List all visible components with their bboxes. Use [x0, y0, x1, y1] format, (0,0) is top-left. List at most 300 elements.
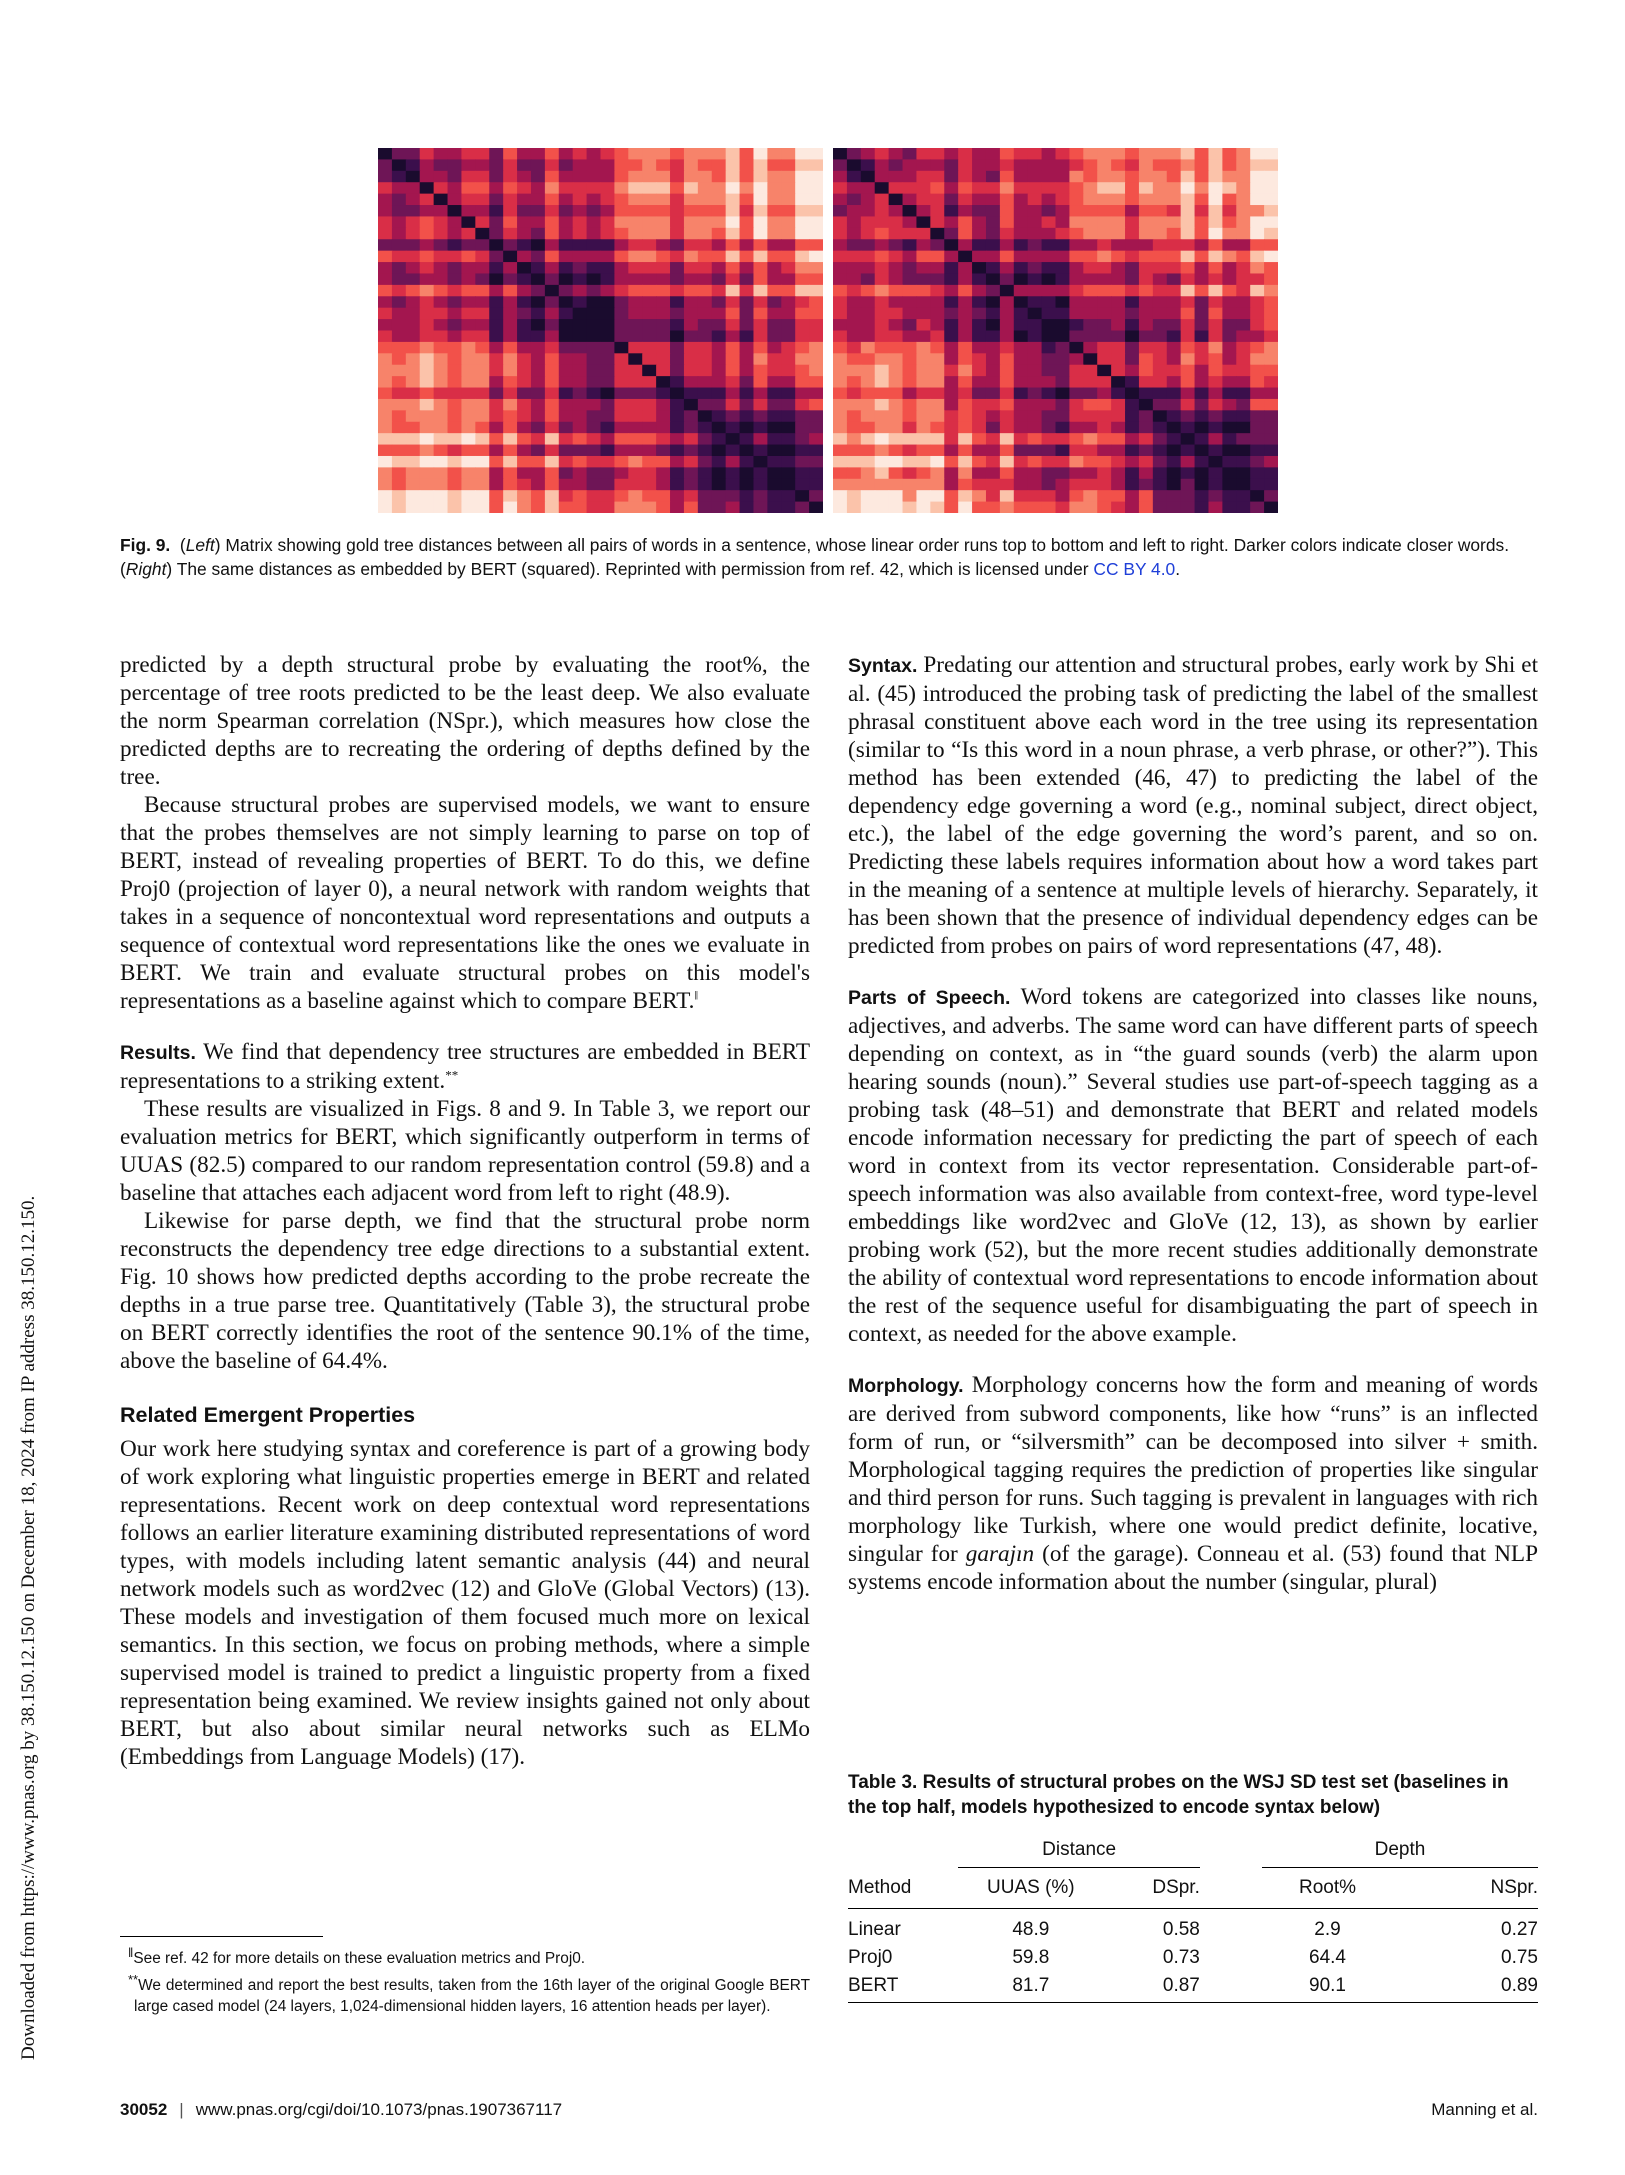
heatmap-cell — [587, 376, 602, 388]
heatmap-cell — [587, 388, 602, 400]
heatmap-cell — [916, 205, 931, 217]
heatmap-cell — [740, 319, 755, 331]
heatmap-cell — [1014, 479, 1029, 491]
heatmap-cell — [875, 502, 890, 513]
heatmap-cell — [833, 319, 848, 331]
heatmap-cell — [587, 399, 602, 411]
heatmap-cell — [1028, 182, 1043, 194]
heatmap-cell — [861, 445, 876, 457]
heatmap-cell — [475, 319, 490, 331]
heatmap-cell — [698, 308, 713, 320]
heatmap-cell — [642, 502, 657, 513]
heatmap-cell — [489, 376, 504, 388]
heatmap-cell — [698, 410, 713, 422]
heatmap-cell — [420, 422, 435, 434]
footnote-mark[interactable]: ‖ — [694, 987, 699, 1003]
heatmap-cell — [781, 262, 796, 274]
heatmap-cell — [614, 285, 629, 297]
heatmap-cell — [1111, 194, 1126, 206]
heatmap-cell — [1208, 353, 1223, 365]
heatmap-cell — [406, 182, 421, 194]
heatmap-cell — [1195, 228, 1210, 240]
heatmap-cell — [1181, 182, 1196, 194]
heatmap-cell — [531, 296, 546, 308]
heatmap-cell — [1264, 433, 1278, 445]
heatmap-cell — [656, 388, 671, 400]
heatmap-cell — [1139, 342, 1154, 354]
heatmap-cell — [944, 308, 959, 320]
heatmap-cell — [1014, 273, 1029, 285]
heatmap-cell — [1236, 331, 1251, 343]
heatmap-cell — [517, 376, 532, 388]
heatmap-cell — [1250, 490, 1265, 502]
heatmap-cell — [1181, 433, 1196, 445]
heatmap-cell — [559, 399, 574, 411]
heatmap-cell — [1264, 365, 1278, 377]
heatmap-cell — [809, 148, 823, 160]
heatmap-cell — [833, 445, 848, 457]
heatmap-cell — [448, 490, 463, 502]
cell-uuas: 59.8 — [1012, 1947, 1050, 1968]
heatmap-grid — [833, 148, 1278, 513]
heatmap-cell — [930, 296, 945, 308]
heatmap-cell — [461, 273, 476, 285]
heatmap-cell — [628, 410, 643, 422]
heatmap-cell — [875, 251, 890, 263]
heatmap-cell — [587, 273, 602, 285]
heatmap-cell — [1056, 410, 1071, 422]
heatmap-cell — [670, 490, 685, 502]
heatmap-cell — [847, 148, 862, 160]
heatmap-cell — [875, 353, 890, 365]
heatmap-cell — [489, 194, 504, 206]
heatmap-cell — [740, 353, 755, 365]
heatmap-cell — [875, 159, 890, 171]
heatmap-cell — [930, 399, 945, 411]
heatmap-cell — [1014, 319, 1029, 331]
heatmap-cell — [1000, 285, 1015, 297]
paragraph-text: (of the garage). Conneau et al. (53) found that NLP systems encode information about the number (singular, plural) — [848, 1541, 1538, 1595]
heatmap-cell — [903, 445, 918, 457]
heatmap-cell — [406, 319, 421, 331]
heatmap-cell — [503, 273, 518, 285]
heatmap-cell — [847, 331, 862, 343]
heatmap-cell — [475, 228, 490, 240]
paragraph-text: We find that dependency tree structures are embedded in BERT representations to a striking extent. — [120, 1039, 810, 1094]
heatmap-cell — [642, 262, 657, 274]
heatmap-cell — [809, 502, 823, 513]
column-header: Root% — [1299, 1877, 1357, 1898]
footnote-mark[interactable]: ** — [445, 1067, 459, 1083]
heatmap-cell — [986, 148, 1001, 160]
heatmap-cell — [642, 467, 657, 479]
heatmap-cell — [420, 308, 435, 320]
heatmap-cell — [1153, 194, 1168, 206]
heatmap-cell — [712, 171, 727, 183]
heatmap-cell — [1153, 490, 1168, 502]
heatmap-cell — [753, 273, 768, 285]
heatmap-cell — [392, 331, 407, 343]
heatmap-cell — [406, 467, 421, 479]
heatmap-cell — [378, 251, 393, 263]
heatmap-cell — [1264, 376, 1278, 388]
heatmap-cell — [1083, 159, 1098, 171]
heatmap-cell — [1264, 273, 1278, 285]
heatmap-cell — [392, 399, 407, 411]
heatmap-cell — [392, 410, 407, 422]
heatmap-cell — [1125, 479, 1140, 491]
heatmap-cell — [972, 148, 987, 160]
heatmap-cell — [642, 182, 657, 194]
heatmap-cell — [1250, 171, 1265, 183]
heatmap-cell — [1208, 331, 1223, 343]
heatmap-cell — [420, 262, 435, 274]
heatmap-cell — [1222, 422, 1237, 434]
heatmap-cell — [1236, 308, 1251, 320]
heatmap-cell — [861, 319, 876, 331]
heatmap-cell — [944, 148, 959, 160]
heatmap-cell — [1264, 331, 1278, 343]
heatmap-cell — [809, 365, 823, 377]
heatmap-cell — [1264, 285, 1278, 297]
heatmap-cell — [740, 456, 755, 468]
heatmap-cell — [1195, 342, 1210, 354]
heatmap-cell — [684, 331, 699, 343]
heatmap-cell — [753, 308, 768, 320]
heatmap-cell — [559, 342, 574, 354]
heatmap-cell — [903, 433, 918, 445]
heatmap-cell — [392, 365, 407, 377]
table-group-row — [848, 1836, 1538, 1868]
heatmap-cell — [1014, 490, 1029, 502]
heatmap-cell — [861, 388, 876, 400]
heatmap-cell — [531, 319, 546, 331]
heatmap-cell — [1042, 467, 1057, 479]
heatmap-cell — [1056, 205, 1071, 217]
cell-nspr: 0.27 — [1393, 1909, 1538, 1945]
heatmap-cell — [930, 148, 945, 160]
heatmap-cell — [916, 376, 931, 388]
heatmap-cell — [1097, 376, 1112, 388]
heatmap-cell — [916, 422, 931, 434]
heatmap-cell — [944, 239, 959, 251]
heatmap-cell — [378, 410, 393, 422]
heatmap-cell — [944, 159, 959, 171]
heatmap-cell — [698, 296, 713, 308]
heatmap-cell — [986, 239, 1001, 251]
heatmap-cell — [698, 205, 713, 217]
heatmap-cell — [972, 456, 987, 468]
paragraph — [120, 791, 810, 1015]
heatmap-cell — [1111, 445, 1126, 457]
heatmap-cell — [1250, 445, 1265, 457]
heatmap-cell — [684, 456, 699, 468]
heatmap-cell — [903, 353, 918, 365]
heatmap-cell — [875, 148, 890, 160]
heatmap-cell — [1042, 308, 1057, 320]
heatmap-cell — [545, 399, 560, 411]
heatmap-cell — [559, 445, 574, 457]
heatmap-cell — [930, 388, 945, 400]
heatmap-cell — [601, 251, 616, 263]
heatmap-cell — [1250, 376, 1265, 388]
heatmap-cell — [601, 388, 616, 400]
heatmap-cell — [1111, 308, 1126, 320]
heatmap-cell — [656, 308, 671, 320]
heatmap-cell — [517, 479, 532, 491]
heatmap-cell — [1069, 228, 1084, 240]
heatmap-cell — [448, 365, 463, 377]
heatmap-cell — [1139, 502, 1154, 513]
paragraph-text: Predating our attention and structural probes, early work by Shi et al. (45) introduced the probing task of predicting the label of the smallest phrasal constituent above each word in the tree using its representation (similar to “Is this word in a noun phrase, a verb phrase, or other?”). This method has been extended (46, 47) to predicting the label of the dependency edge governing a word (e.g., nominal subject, direct object, etc.), the label of the edge governing the word’s parent, and so on. Predicting these labels requires information about how a word takes part in the meaning of a sentence at multiple levels of hierarchy. Separately, it has been shown that the presence of individual dependency edges can be predicted from probes on pairs of word representations (47, 48). — [848, 652, 1539, 959]
heatmap-cell — [795, 285, 810, 297]
heatmap-cell — [587, 433, 602, 445]
heatmap-cell — [958, 171, 973, 183]
heatmap-cell — [847, 353, 862, 365]
heatmap-cell — [601, 331, 616, 343]
heatmap-cell — [573, 410, 588, 422]
heatmap-cell — [698, 228, 713, 240]
heatmap-cell — [1028, 388, 1043, 400]
heatmap-cell — [489, 159, 504, 171]
heatmap-cell — [475, 251, 490, 263]
heatmap-cell — [517, 171, 532, 183]
heatmap-cell — [503, 331, 518, 343]
heatmap-cell — [559, 502, 574, 513]
heatmap-cell — [1250, 479, 1265, 491]
heatmap-cell — [1056, 353, 1071, 365]
heatmap-cell — [1111, 353, 1126, 365]
heatmap-cell — [573, 456, 588, 468]
heatmap-cell — [875, 296, 890, 308]
license-link[interactable]: CC BY 4.0 — [1093, 559, 1176, 579]
heatmap-cell — [1139, 479, 1154, 491]
heatmap-cell — [392, 194, 407, 206]
heatmap-cell — [1153, 273, 1168, 285]
heatmap-cell — [545, 410, 560, 422]
heatmap-cell — [1181, 353, 1196, 365]
heatmap-cell — [448, 388, 463, 400]
heatmap-cell — [781, 445, 796, 457]
heatmap-cell — [875, 205, 890, 217]
heatmap-cell — [628, 228, 643, 240]
caption-right-tag: Right — [125, 559, 167, 579]
heatmap-cell — [559, 182, 574, 194]
heatmap-cell — [944, 433, 959, 445]
heatmap-cell — [448, 159, 463, 171]
heatmap-cell — [944, 182, 959, 194]
heatmap-cell — [628, 171, 643, 183]
heatmap-cell — [809, 194, 823, 206]
heatmap-cell — [1014, 216, 1029, 228]
heatmap-cell — [559, 148, 574, 160]
heatmap-cell — [781, 319, 796, 331]
heatmap-cell — [489, 239, 504, 251]
heatmap-cell — [656, 319, 671, 331]
heatmap-cell — [545, 467, 560, 479]
heatmap-cell — [698, 262, 713, 274]
heatmap-cell — [712, 205, 727, 217]
heatmap-cell — [475, 342, 490, 354]
column-header: Method — [848, 1877, 912, 1898]
heatmap-cell — [628, 182, 643, 194]
heatmap-cell — [434, 239, 449, 251]
heatmap-cell — [573, 445, 588, 457]
paragraph — [120, 1207, 810, 1375]
heatmap-cell — [628, 194, 643, 206]
heatmap-cell — [1222, 433, 1237, 445]
heatmap-cell — [833, 216, 848, 228]
heatmap-cell — [1195, 445, 1210, 457]
heatmap-cell — [489, 388, 504, 400]
heatmap-cell — [1264, 342, 1278, 354]
heatmap-cell — [448, 479, 463, 491]
heatmap-cell — [461, 490, 476, 502]
heatmap-cell — [740, 388, 755, 400]
heatmap-cell — [712, 216, 727, 228]
heatmap-cell — [889, 239, 904, 251]
heatmap-cell — [1236, 365, 1251, 377]
heatmap-cell — [781, 205, 796, 217]
heatmap-cell — [670, 342, 685, 354]
heatmap-cell — [1222, 467, 1237, 479]
heatmap-cell — [1167, 216, 1182, 228]
heatmap-cell — [670, 308, 685, 320]
heatmap-cell — [753, 205, 768, 217]
heatmap-cell — [448, 285, 463, 297]
heatmap-cell — [573, 308, 588, 320]
heatmap-cell — [1236, 239, 1251, 251]
heatmap-cell — [972, 376, 987, 388]
heatmap-cell — [503, 148, 518, 160]
heatmap-cell — [656, 490, 671, 502]
heatmap-cell — [656, 273, 671, 285]
heatmap-cell — [573, 171, 588, 183]
heatmap-cell — [1000, 410, 1015, 422]
heatmap-cell — [406, 479, 421, 491]
heatmap-cell — [740, 445, 755, 457]
heatmap-cell — [684, 251, 699, 263]
heatmap-cell — [1083, 422, 1098, 434]
heatmap-cell — [434, 148, 449, 160]
heatmap-cell — [420, 228, 435, 240]
heatmap-cell — [559, 285, 574, 297]
heatmap-cell — [531, 365, 546, 377]
heatmap-cell — [1264, 467, 1278, 479]
heatmap-cell — [944, 285, 959, 297]
heatmap-cell — [1208, 502, 1223, 513]
heatmap-cell — [1097, 251, 1112, 263]
heatmap-cell — [559, 239, 574, 251]
heatmap-cell — [503, 308, 518, 320]
heatmap-cell — [461, 502, 476, 513]
heatmap-cell — [795, 388, 810, 400]
results-heading: Results. — [120, 1042, 196, 1064]
heatmap-cell — [740, 433, 755, 445]
heatmap-cell — [944, 216, 959, 228]
heatmap-cell — [378, 205, 393, 217]
heatmap-cell — [1167, 376, 1182, 388]
heatmap-cell — [986, 479, 1001, 491]
heatmap-cell — [903, 410, 918, 422]
heatmap-cell — [531, 171, 546, 183]
heatmap-cell — [875, 331, 890, 343]
heatmap-cell — [972, 479, 987, 491]
doi-link[interactable]: www.pnas.org/cgi/doi/10.1073/pnas.1907367117 — [195, 2100, 563, 2119]
heatmap-cell — [972, 433, 987, 445]
heatmap-cell — [531, 353, 546, 365]
heatmap-cell — [684, 365, 699, 377]
heatmap-cell — [461, 467, 476, 479]
heatmap-cell — [847, 410, 862, 422]
heatmap-cell — [559, 376, 574, 388]
heatmap-cell — [378, 171, 393, 183]
heatmap-cell — [740, 216, 755, 228]
heatmap-cell — [614, 365, 629, 377]
heatmap-cell — [740, 228, 755, 240]
heatmap-cell — [861, 182, 876, 194]
heatmap-cell — [1042, 410, 1057, 422]
heatmap-cell — [861, 365, 876, 377]
heatmap-cell — [795, 262, 810, 274]
heatmap-cell — [434, 159, 449, 171]
heatmap-cell — [795, 319, 810, 331]
heatmap-cell — [587, 479, 602, 491]
heatmap-cell — [795, 456, 810, 468]
heatmap-cell — [559, 331, 574, 343]
heatmap-cell — [1195, 456, 1210, 468]
table-header-row — [848, 1874, 1538, 1909]
heatmap-cell — [1028, 467, 1043, 479]
heatmap-cell — [1195, 353, 1210, 365]
heatmap-cell — [698, 502, 713, 513]
heatmap-cell — [986, 376, 1001, 388]
heatmap-cell — [1042, 216, 1057, 228]
heatmap-cell — [903, 194, 918, 206]
heatmap-cell — [753, 410, 768, 422]
heatmap-cell — [795, 342, 810, 354]
heatmap-cell — [889, 399, 904, 411]
heatmap-cell — [1069, 182, 1084, 194]
heatmap-cell — [753, 388, 768, 400]
heatmap-cell — [587, 296, 602, 308]
heatmap-cell — [1153, 467, 1168, 479]
heatmap-cell — [833, 228, 848, 240]
heatmap-cell — [614, 456, 629, 468]
heatmap-cell — [861, 194, 876, 206]
heatmap-cell — [1208, 433, 1223, 445]
page-number: 30052 — [120, 2100, 168, 2119]
heatmap-cell — [684, 410, 699, 422]
heatmap-cell — [1125, 273, 1140, 285]
heatmap-cell — [392, 456, 407, 468]
heatmap-cell — [670, 262, 685, 274]
heatmap-cell — [698, 171, 713, 183]
heatmap-cell — [1056, 388, 1071, 400]
heatmap-cell — [573, 148, 588, 160]
heatmap-cell — [587, 216, 602, 228]
heatmap-cell — [1195, 251, 1210, 263]
heatmap-cell — [628, 376, 643, 388]
heatmap-cell — [656, 216, 671, 228]
heatmap-cell — [1083, 205, 1098, 217]
heatmap-cell — [972, 262, 987, 274]
heatmap-cell — [1250, 148, 1265, 160]
heatmap-cell — [684, 342, 699, 354]
heatmap-cell — [420, 205, 435, 217]
heatmap-cell — [573, 285, 588, 297]
heatmap-cell — [1195, 399, 1210, 411]
